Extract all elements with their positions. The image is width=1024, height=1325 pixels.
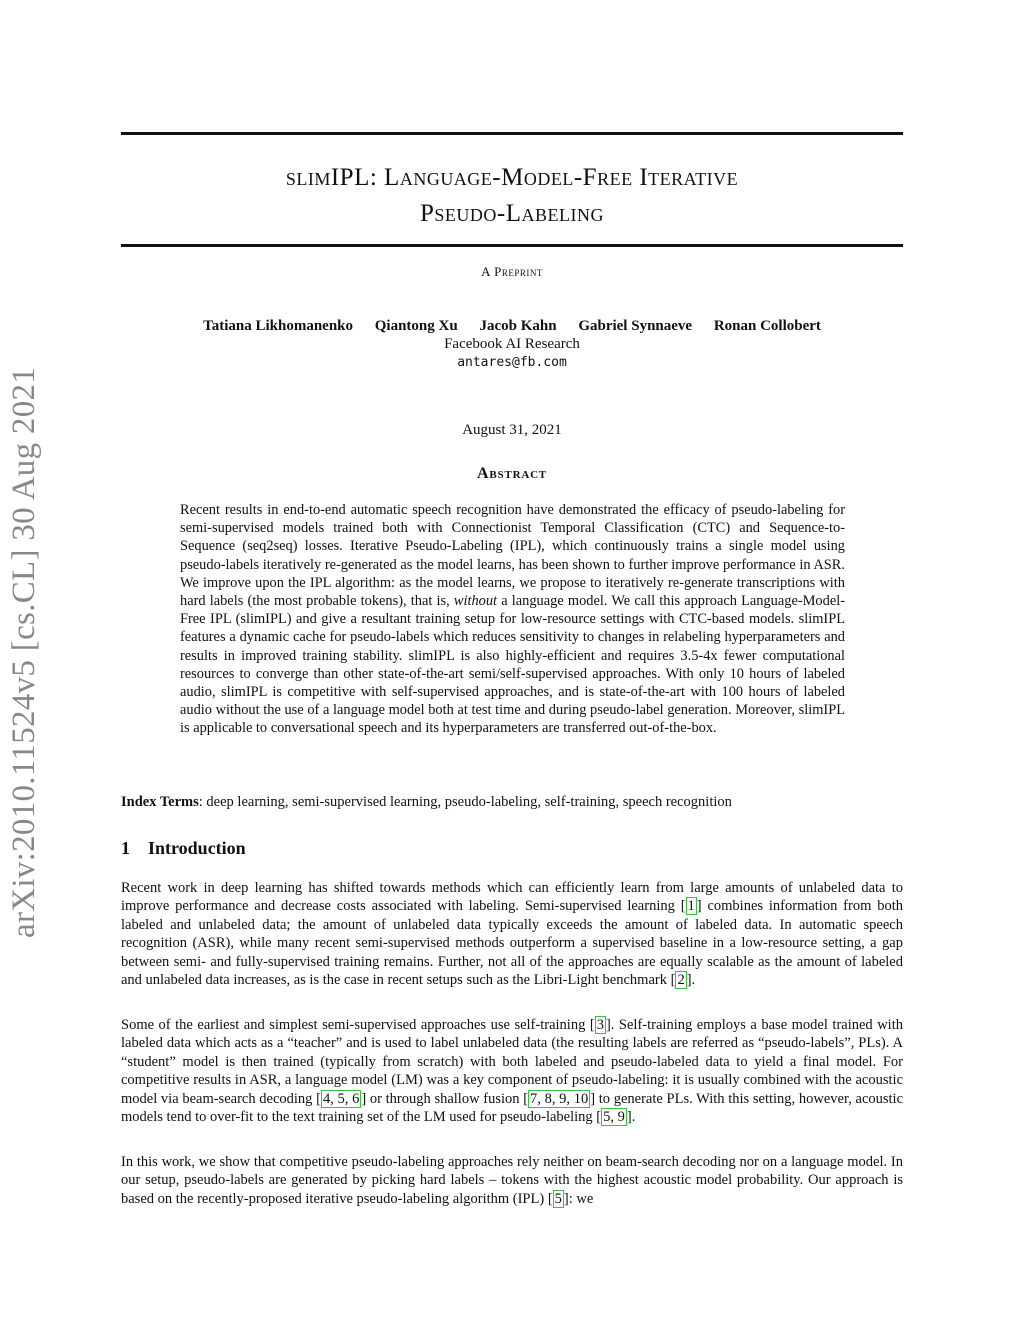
author-name: Jacob Kahn xyxy=(479,318,557,334)
paragraph-text: : we xyxy=(568,1190,594,1207)
paragraph-text: . xyxy=(631,1109,636,1126)
paragraph-text: Some of the earliest and simplest semi-supervised approaches use self-training xyxy=(121,1017,590,1033)
index-terms xyxy=(121,794,903,811)
title-top-rule xyxy=(121,132,903,135)
intro-paragraph-2: Some of the earliest and simplest semi-supervised approaches use self-training [ 3 ]. Self-training employs a base model trained with labeled data which acts as a “teacher” and is used to label unlabeled data (the resulting labels are referred as “pseudo-labels”, PLs). A “student” model is then trained (typically from scratch) with both labeled and pseudo-labeled data to yield a final model. For competitive results in ASR, a language model (LM) was a key component of pseudo-labeling: it is usually combined with the acoustic model via beam-search decoding [ 4, 5, 6 ] or through shallow fusion [ 7, 8, 9, 10 ] to generate PLs. With this setting, however, acoustic models tend to over-fit to the text training set of the LM used for pseudo-labeling [ 5, 9 ]. xyxy=(121,1017,904,1126)
author-name: Ronan Collobert xyxy=(713,318,821,334)
title-line-2: Pseudo-Labeling xyxy=(420,200,604,227)
citation-link[interactable]: 5 xyxy=(554,1190,562,1207)
paragraph-text: or through shallow fusion xyxy=(366,1090,524,1107)
paragraph-text: to generate PLs. With this setting, however, acoustic models tend to over-fit to the text training set of the LM used for pseudo-labeling xyxy=(121,1090,904,1126)
paragraph-text: combines information from both labeled and unlabeled data; the amount of unlabeled data typically exceeds the amount of labeled data. In automatic speech recognition (ASR), while many recent semi-supervised methods outperform a supervised baseline in a low-resource setting, a gap between semi- and fully-supervised training remains. Further, not all of the approaches are equally scalable as the amount of labeled and unlabeled data increases, as is the case in recent setups such as the Libri-Light benchmark xyxy=(121,898,903,989)
abstract-part: a language model. We call this approach Language-Model-Free IPL (slimIPL) and give a resultant training setup for low-resource settings with CTC-based models. slimIPL features a dynamic cache for pseudo-labels which reduces sensitivity to changes in relabeling hyperparameters and results in improved training stability. slimIPL is also highly-efficient and requires 3.5-4x fewer computational resources to converge than other state-of-the-art semi/self-supervised approaches. With only 10 hours of labeled audio, slimIPL is competitive with self-supervised approaches, and is state-of-the-art with 100 hours of labeled audio without the use of a language model both at test time and during pseudo-label generation. Moreover, slimIPL is applicable to conversational speech and its hyperparameters are transferred out-of-the-box. xyxy=(180,593,845,737)
affiliation: Facebook AI Research xyxy=(444,336,580,352)
citation-link[interactable]: 5, 9 xyxy=(603,1109,625,1126)
paragraph-text: In this work, we show that competitive pseudo-labeling approaches rely neither on beam-search decoding nor on a language model. In our setup, pseudo-labels are generated by picking hard labels – tokens with the highest acoustic model probability. Our approach is based on the recently-proposed iterative pseudo-labeling algorithm (IPL) xyxy=(121,1154,903,1207)
title-bottom-rule xyxy=(121,244,903,247)
citation-link[interactable]: 1 xyxy=(687,898,695,915)
author-list xyxy=(121,318,903,335)
paragraph-text: . xyxy=(691,972,696,989)
citation-link[interactable]: 3 xyxy=(596,1017,604,1033)
abstract-emphasis: without xyxy=(453,593,498,610)
preprint-label: A Preprint xyxy=(481,264,543,279)
paper-date: August 31, 2021 xyxy=(462,422,562,438)
section-title: Introduction xyxy=(148,838,246,858)
abstract-part: Recent results in end-to-end automatic speech recognition have demonstrated the efficacy of pseudo-labeling for semi-supervised models trained both with Connectionist Temporal Classification (CTC) and Sequence-to-Sequence (seq2seq) losses. Iterative Pseudo-Labeling (IPL), which continuously trains a single model using pseudo-labels iteratively re-generated as the model learns, has been shown to further improve performance in ASR. We improve upon the IPL algorithm: as the model learns, we propose to iteratively re-generate transcriptions with hard labels (the most probable tokens), that is, xyxy=(180,502,845,610)
author-name: Qiantong Xu xyxy=(374,318,458,334)
index-terms-label: Index Terms xyxy=(121,794,199,810)
citation-link[interactable]: 2 xyxy=(677,972,685,989)
author-name: Tatiana Likhomanenko xyxy=(203,318,353,334)
abstract-heading: Abstract xyxy=(477,465,547,482)
abstract-text xyxy=(180,501,845,738)
title-line-1: slimIPL: Language-Model-Free Iterative xyxy=(285,164,739,191)
section-heading xyxy=(121,838,246,859)
paragraph-text: Recent work in deep learning has shifted towards methods which can efficiently learn from large amounts of unlabeled data to improve performance and decrease costs associated with labeling. Semi-supervised learning xyxy=(121,880,903,915)
arxiv-side-stamp: arXiv:2010.11524v5 [cs.CL] 30 Aug 2021 xyxy=(6,366,42,938)
citation-link[interactable]: 4, 5, 6 xyxy=(322,1090,360,1107)
intro-paragraph-1: Recent work in deep learning has shifted towards methods which can efficiently learn from large amounts of unlabeled data to improve performance and decrease costs associated with labeling. Semi-supervised learning [ 1 ] combines information from both labeled and unlabeled data; the amount of unlabeled data typically exceeds the amount of labeled data. In automatic speech recognition (ASR), while many recent semi-supervised methods outperform a supervised baseline in a low-resource setting, a gap between semi- and fully-supervised training remains. Further, not all of the approaches are equally scalable as the amount of labeled and unlabeled data increases, as is the case in recent setups such as the Libri-Light benchmark [ 2 ]. xyxy=(121,880,903,989)
paragraph-text: . Self-training employs a base model trained with labeled data which acts as a “teacher” and is used to label unlabeled data (the resulting labels are referred as “pseudo-labels”, PLs). A “student” model is then trained (typically from scratch) with both labeled and pseudo-labeled data to yield a final model. For competitive results in ASR, a language model (LM) was a key component of pseudo-labeling: it is usually combined with the acoustic model via beam-search decoding xyxy=(121,1017,903,1107)
index-terms-list: : deep learning, semi-supervised learning, pseudo-labeling, self-training, speech recognition xyxy=(198,794,732,810)
author-name: Gabriel Synnaeve xyxy=(578,318,693,334)
section-number: 1 xyxy=(121,838,130,858)
paper-title xyxy=(121,160,903,232)
intro-paragraph-3: In this work, we show that competitive pseudo-labeling approaches rely neither on beam-search decoding nor on a language model. In our setup, pseudo-labels are generated by picking hard labels – tokens with the highest acoustic model probability. Our approach is based on the recently-proposed iterative pseudo-labeling algorithm (IPL) [ 5 ]: we xyxy=(121,1154,903,1207)
citation-link[interactable]: 7, 8, 9, 10 xyxy=(530,1090,589,1107)
author-email[interactable]: antares@fb.com xyxy=(457,355,567,370)
